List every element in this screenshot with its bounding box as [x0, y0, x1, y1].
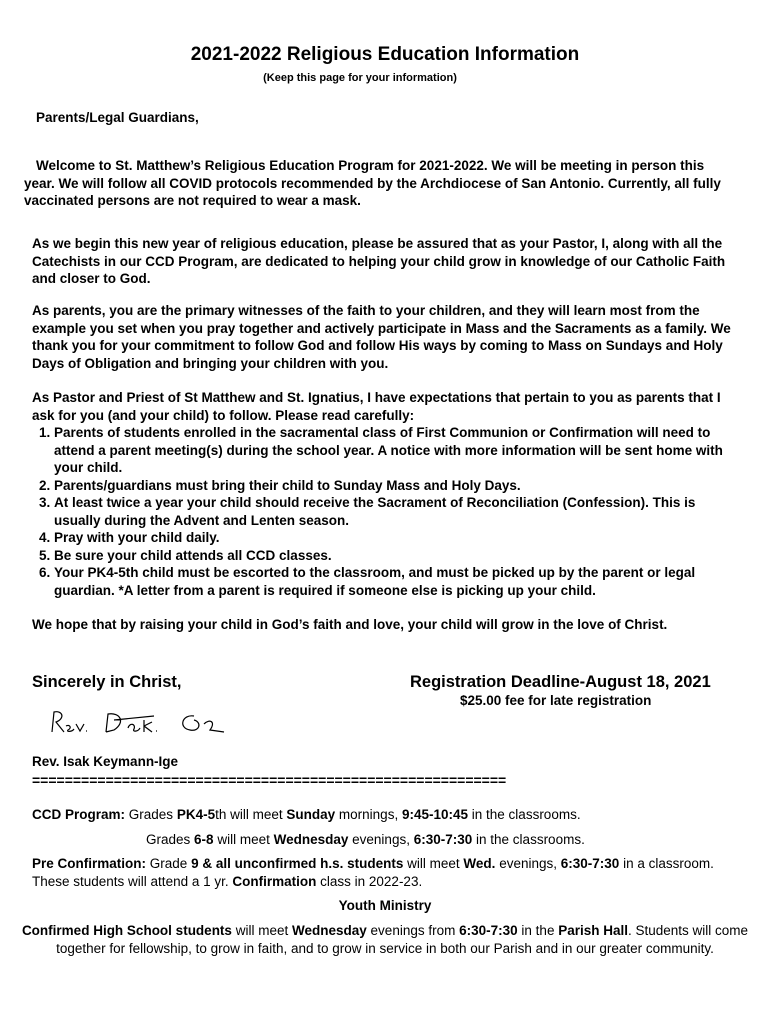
ccd-grades-prefix: Grades — [128, 807, 174, 822]
expectations-list — [32, 424, 737, 599]
section-divider: ========================================================== — [32, 772, 507, 788]
precon-end-2: class in 2022-23. — [320, 873, 423, 889]
precon-mid-2: evenings, — [499, 856, 557, 871]
late-fee-note: $25.00 fee for late registration — [460, 693, 652, 708]
page-subtitle: (Keep this page for your information) — [263, 72, 457, 84]
youth-mid: will meet — [235, 923, 289, 938]
parents-paragraph: As parents, you are the primary witnesses of the faith to your children, and they will learn most from the example you set when you pray together and actively participate in Mass and the Sacraments as a family. We thank you for your commitment to follow God and follow His ways by coming to Mass on Sundays and Holy Days of Obligation and bringing your children with you. — [32, 303, 731, 371]
youth-place: Parish Hall — [558, 923, 628, 938]
welcome-first-line: Welcome to St. Matthew’s Religious Education Program for 2021-2022. We will be meeting in — [36, 158, 628, 173]
ccd-grades-1-suffix: th will meet — [215, 807, 283, 822]
list-item: 2. Parents/guardians must bring their child to Sunday Mass and Holy Days. — [54, 477, 737, 495]
expectations-intro: As Pastor and Priest of St Matthew and St. Ignatius, I have expectations that pertain to you as parents that I ask for you (and your child) to follow. Please read carefully: — [32, 390, 721, 423]
handwritten-signature — [44, 702, 244, 746]
closing-salutation: Sincerely in Christ, — [32, 673, 182, 691]
precon-grade: 9 & all unconfirmed h.s. students — [191, 856, 404, 871]
welcome-rest: person this year. We will follow all COVID protocols recommended by the Archdiocese of San Antonio. Currently, all fully vaccinated persons are not required to wear a mask. — [24, 158, 721, 208]
signer-name: Rev. Isak Keymann-Ige — [32, 754, 179, 769]
youth-ministry-heading: Youth Ministry — [338, 898, 432, 913]
ccd-program-line2 — [146, 831, 585, 849]
ccd-mid-2b: evenings, — [352, 832, 410, 847]
pastor-paragraph: As we begin this new year of religious education, please be assured that as your Pastor, I, along with all the Catechists in our CCD Program, are dedicated to helping your child grow in knowledge of our Catholic Faith and closer to God. — [32, 236, 726, 286]
closing-paragraph: We hope that by raising your child in God’s faith and love, your child will grow in the love of Christ. — [32, 617, 668, 632]
ccd-grades-2: 6-8 — [194, 832, 214, 847]
precon-class: Confirmation — [232, 873, 317, 889]
ccd-mid-1: mornings, — [338, 807, 399, 822]
list-item: 4. Pray with your child daily. — [54, 529, 737, 547]
expectations-section — [32, 389, 737, 599]
welcome-paragraph — [24, 157, 724, 210]
list-item: 1. Parents of students enrolled in the sacramental class of First Communion or Confirmation will need to attend a parent meeting(s) during the school year. A notice with more information will be sent home with your child. — [54, 424, 737, 477]
ccd-day-1: Sunday — [286, 807, 336, 822]
ccd-time-2: 6:30-7:30 — [413, 832, 473, 847]
youth-mid-3: in the — [521, 923, 555, 938]
ccd-grades-prefix-2: Grades — [146, 832, 191, 847]
youth-ministry-info — [20, 922, 750, 958]
registration-deadline: Registration Deadline-August 18, 2021 — [410, 673, 711, 691]
precon-label: Pre Confirmation: — [32, 856, 147, 871]
precon-time: 6:30-7:30 — [560, 856, 620, 871]
youth-who: Confirmed High School students — [21, 923, 232, 938]
ccd-day-2: Wednesday — [273, 832, 349, 847]
youth-end: . Students will come together for fellowship, to grow in faith, and to grow in service in both our Parish and in our greater community. — [56, 923, 749, 956]
list-item: 3. At least twice a year your child should receive the Sacrament of Reconciliation (Confession). This is usually during the Advent and Lenten season. — [54, 494, 737, 529]
page-title: 2021-2022 Religious Education Information — [190, 44, 580, 65]
list-item: 6. Your PK4-5th child must be escorted to the classroom, and must be picked up by the parent or legal guardian. *A letter from a parent is required if someone else is picking up your child. — [54, 564, 737, 599]
youth-mid-2: evenings from — [370, 923, 456, 938]
ccd-mid-2a: will meet — [217, 832, 270, 847]
pre-confirmation-info — [32, 855, 737, 890]
youth-time: 6:30-7:30 — [459, 923, 518, 938]
ccd-grades-1: PK4-5 — [176, 807, 216, 822]
ccd-program-line1 — [32, 806, 581, 824]
precon-day: Wed. — [463, 856, 496, 871]
precon-end: in a classroom. These students will attend a 1 yr. — [32, 856, 714, 889]
precon-mid: will meet — [407, 856, 460, 871]
youth-day: Wednesday — [292, 923, 367, 938]
precon-grade-prefix: Grade — [149, 856, 188, 871]
ccd-label: CCD Program: — [32, 807, 126, 822]
ccd-end-1: in the classrooms. — [471, 807, 581, 822]
letter-greeting: Parents/Legal Guardians, — [36, 110, 199, 125]
ccd-time-1: 9:45-10:45 — [401, 807, 469, 822]
list-item: 5. Be sure your child attends all CCD classes. — [54, 547, 737, 565]
ccd-end-2: in the classrooms. — [476, 832, 585, 847]
